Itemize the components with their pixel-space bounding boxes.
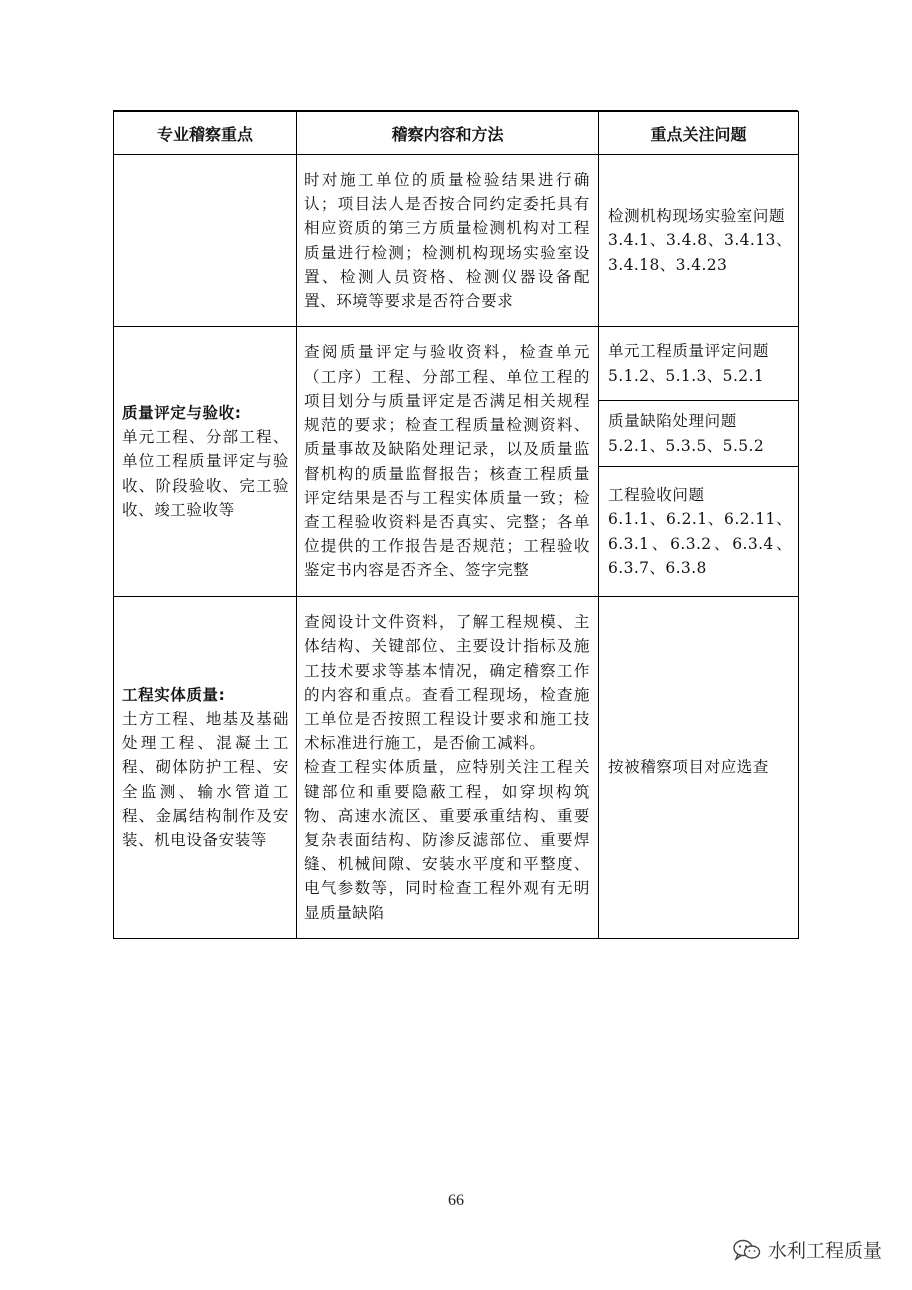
- content-text: 查阅质量评定与验收资料，检查单元（工序）工程、分部工程、单位工程的项目划分与质量评定是否满足相关规程规范的要求；检查工程质量检测资料、质量事故及缺陷处理记录，以及质量监督机构的质量监督报告；核查工程质量评定结果是否与工程实体质量一致；检查工程验收资料是否真实、完整；各单位提供的工作报告是否规范；工程验收鉴定书内容是否齐全、签字完整: [304, 343, 590, 580]
- issue-refs: 5.1.2、5.1.3、5.2.1: [608, 366, 765, 385]
- issue-title: 质量缺陷处理问题: [608, 412, 737, 431]
- focus-body: 土方工程、地基及基础处理工程、混凝土工程、砌体防护工程、安全监测、输水管道工程、金属结构制作及安装、机电设备安装等: [122, 709, 289, 849]
- page-number: 66: [448, 1192, 464, 1209]
- watermark-text: 水利工程质量: [767, 1240, 882, 1262]
- watermark: [732, 1236, 882, 1263]
- issue-cell: [599, 155, 799, 327]
- issue-title: 按被稽察项目对应选查: [608, 758, 770, 777]
- content-cell: [297, 597, 599, 939]
- issue-title: 检测机构现场实验室问题: [608, 207, 786, 226]
- issue-title: 工程验收问题: [608, 486, 705, 505]
- focus-title: 工程实体质量:: [122, 685, 226, 704]
- header-content: 稽察内容和方法: [297, 112, 599, 155]
- focus-cell: [114, 327, 297, 597]
- issue-cell: [599, 327, 799, 401]
- table-row: [114, 327, 799, 401]
- content-paragraph-1: 查阅设计文件资料，了解工程规模、主体结构、关键部位、主要设计指标及施工技术要求等基本情况，确定稽察工作的内容和重点。查看工程现场，检查施工单位是否按照工程设计要求和施工技术标准进行施工，是否偷工减料。: [304, 613, 590, 753]
- issue-cell: [599, 401, 799, 467]
- table-row: [114, 597, 799, 939]
- content-paragraph-2: 检查工程实体质量，应特别关注工程关键部位和重要隐蔽工程，如穿坝构筑物、高速水流区、重要承重结构、重要复杂表面结构、防渗反滤部位、重要焊缝、机械间隙、安装水平度和平整度、电气参数等，同时检查工程外观有无明显质量缺陷: [304, 758, 590, 922]
- header-issues: 重点关注问题: [599, 112, 799, 155]
- table-row: [114, 155, 799, 327]
- issue-cell: [599, 467, 799, 597]
- focus-cell-empty: [114, 155, 297, 327]
- content-text: 时对施工单位的质量检验结果进行确认；项目法人是否按合同约定委托具有相应资质的第三方质量检测机构对工程质量进行检测；检测机构现场实验室设置、检测人员资格、检测仪器设备配置、环境等要求是否符合要求: [304, 170, 590, 310]
- issue-refs: 5.2.1、5.3.5、5.5.2: [608, 436, 765, 455]
- content-cell: [297, 155, 599, 327]
- focus-cell: [114, 597, 297, 939]
- issue-refs: 6.1.1、6.2.1、6.2.11、6.3.1、6.3.2、6.3.4、6.3.7、6.3.8: [608, 510, 792, 577]
- wechat-icon: [732, 1238, 762, 1262]
- header-focus: 专业稽察重点: [114, 112, 297, 155]
- inspection-table: [113, 111, 799, 939]
- focus-body: 单元工程、分部工程、单位工程质量评定与验收、阶段验收、完工验收、竣工验收等: [122, 428, 289, 519]
- table-header-row: [114, 112, 799, 155]
- content-cell: [297, 327, 599, 597]
- issue-title: 单元工程质量评定问题: [608, 342, 770, 361]
- issue-refs: 3.4.1、3.4.8、3.4.13、3.4.18、3.4.23: [608, 231, 792, 274]
- focus-title: 质量评定与验收:: [122, 403, 242, 422]
- issue-cell: [599, 597, 799, 939]
